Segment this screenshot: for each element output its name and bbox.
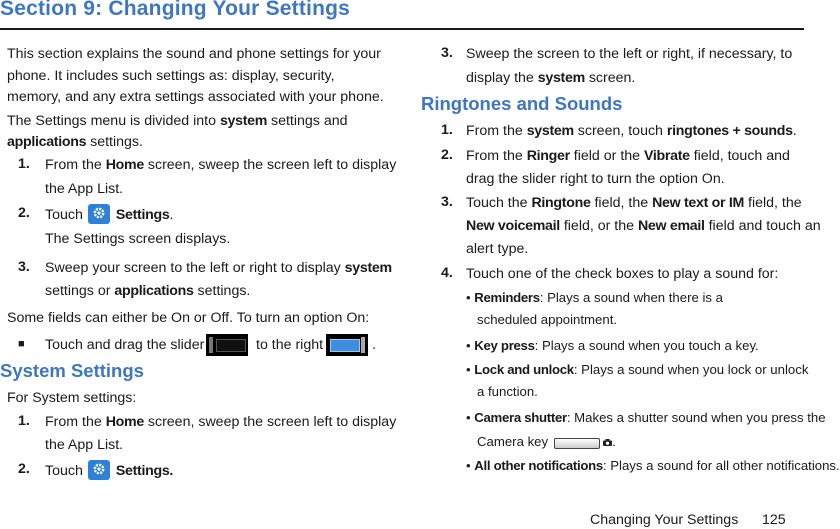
s-post: .	[792, 123, 797, 139]
s-c-b2: New email	[637, 218, 705, 234]
step-pre: From the	[45, 157, 106, 173]
step-cont: The Settings screen displays.	[45, 231, 231, 247]
line2-pre: display the	[466, 70, 538, 86]
bullet-term: All other notifications	[474, 458, 603, 473]
step-cont	[45, 282, 250, 300]
step-number: 1.	[18, 413, 30, 429]
step-text	[45, 205, 173, 225]
system-settings-heading: System Settings	[0, 360, 144, 381]
step-number: 4.	[441, 265, 453, 281]
slider-on	[326, 334, 368, 356]
s-b1: system	[526, 123, 574, 139]
s-c-mid: field, or the	[559, 218, 638, 234]
step-cont-post: settings.	[193, 283, 251, 299]
menu-applications: applications	[7, 134, 87, 150]
bullet-term: Reminders	[474, 290, 540, 305]
line2-bold: system	[537, 70, 585, 86]
bullet-dot: •	[466, 362, 475, 377]
step-pre: Sweep your screen to the left or right to display	[45, 260, 345, 276]
step-bold: Settings	[115, 206, 170, 223]
s-mid: screen, touch	[573, 123, 667, 139]
step-number: 1.	[18, 156, 30, 172]
page-number: 125	[762, 512, 786, 528]
list-item	[466, 338, 759, 353]
bullet-dot: •	[466, 458, 475, 473]
step-number: 3.	[441, 45, 453, 61]
list-item	[466, 362, 808, 377]
slider-off	[206, 334, 248, 356]
s-b1: Ringer	[526, 148, 570, 164]
step-text	[45, 461, 173, 481]
step-text	[45, 413, 396, 431]
gear-icon	[88, 204, 110, 224]
bullet-desc: : Plays a sound when you lock or unlock	[573, 362, 809, 377]
step-pre: Touch	[45, 206, 83, 223]
step-number: 1.	[441, 122, 453, 138]
step-number: 3.	[441, 194, 453, 210]
bullet-dot: •	[466, 290, 475, 305]
line2-post: screen.	[584, 70, 636, 86]
list-item	[466, 458, 840, 473]
step-number: 2.	[18, 205, 30, 221]
s-mid: field, the	[590, 195, 653, 211]
menu-line	[7, 112, 348, 130]
step-post: screen, sweep the screen left to display	[143, 414, 397, 430]
intro-line-2: phone. It includes such settings as: display, security,	[7, 68, 335, 84]
list-item	[466, 410, 826, 425]
step-cont-pre: settings or	[45, 283, 115, 299]
page-title: Section 9: Changing Your Settings	[0, 0, 351, 20]
title-rule	[0, 28, 804, 30]
list-item	[466, 290, 723, 305]
step-cont: drag the slider right to turn the option On.	[466, 171, 725, 187]
step-bold: Home	[105, 157, 144, 173]
bullet-dot: •	[466, 410, 475, 425]
step-text	[466, 122, 797, 140]
bullet-square: ■	[18, 338, 25, 350]
step-cont	[466, 217, 821, 235]
s-pre: From the	[466, 123, 527, 139]
footer-label: Changing Your Settings	[590, 512, 739, 528]
bullet-desc: : Plays a sound when there is a	[539, 290, 724, 305]
bullet-term: Camera shutter	[474, 410, 567, 425]
s-pre: From the	[466, 148, 527, 164]
onoff-touch: Touch and drag the slider	[45, 337, 205, 353]
step-post: screen, sweep the screen left to display	[143, 157, 397, 173]
menu-pre: The Settings menu is divided into	[7, 113, 220, 129]
step-number: 2.	[441, 147, 453, 163]
s-b2: ringtones + sounds	[666, 123, 793, 139]
s-mid: field or the	[569, 148, 644, 164]
gear-icon	[88, 460, 110, 480]
bullet-desc: : Plays a sound for all other notifications.	[602, 458, 840, 473]
step-cont: the App List.	[45, 437, 124, 453]
s-c-post: field and touch an	[704, 218, 821, 234]
intro-line-1: This section explains the sound and phone settings for your	[7, 46, 381, 62]
camera-key-graphic	[554, 438, 600, 449]
step-text: Touch one of the check boxes to play a sound for:	[466, 266, 779, 282]
step-pre: From the	[45, 414, 106, 430]
onoff-line: Some fields can either be On or Off. To turn an option On:	[7, 310, 370, 326]
menu-mid: settings and	[267, 113, 348, 129]
ringtones-heading: Ringtones and Sounds	[421, 93, 623, 114]
s-pre: Touch the	[466, 195, 532, 211]
camera-icon	[603, 438, 612, 448]
camera-key-label: Camera key	[477, 434, 549, 449]
right-step3-line1: Sweep the screen to the left or right, if necessary, to	[466, 46, 793, 62]
s-b2: Vibrate	[644, 148, 690, 164]
list-item-cont: a function.	[477, 384, 538, 399]
s-post: field, touch and	[689, 148, 790, 164]
s-b1: Ringtone	[531, 195, 591, 211]
step-pre: Touch	[45, 462, 83, 479]
right-step3-line2	[466, 69, 635, 87]
step-bold: system	[344, 260, 392, 276]
s-c-b1: New voicemail	[466, 218, 560, 234]
bullet-dot: •	[466, 338, 475, 353]
bullet-desc: : Plays a sound when you touch a key.	[534, 338, 759, 353]
step-cont-bold: applications	[114, 283, 194, 299]
menu-post: settings.	[86, 134, 143, 150]
step-cont: alert type.	[466, 241, 529, 257]
step-post: .	[169, 206, 174, 223]
step-text	[45, 259, 392, 277]
bullet-term: Key press	[474, 338, 535, 353]
step-text	[45, 156, 396, 174]
menu-system: system	[219, 113, 268, 129]
list-item-cont	[477, 434, 616, 449]
s-post: field, the	[744, 195, 802, 211]
bullet-term: Lock and unlock	[474, 362, 574, 377]
step-text	[466, 147, 790, 165]
bullet-desc: : Makes a shutter sound when you press the	[566, 410, 826, 425]
for-system-line: For System settings:	[7, 390, 137, 406]
camera-key-period: .	[612, 434, 616, 449]
step-cont: the App List.	[45, 181, 124, 197]
menu-line-2	[7, 133, 143, 151]
list-item-cont: scheduled appointment.	[477, 312, 618, 327]
s-b2: New text or IM	[652, 195, 745, 211]
onoff-period: .	[372, 337, 376, 353]
onoff-to-right: to the right	[256, 337, 324, 353]
step-number: 3.	[18, 259, 30, 275]
step-text	[466, 194, 802, 212]
step-number: 2.	[18, 461, 30, 477]
intro-line-3: memory, and any extra settings associated with your phone.	[7, 89, 384, 105]
step-bold: Home	[105, 414, 144, 430]
step-bold: Settings.	[115, 462, 174, 479]
